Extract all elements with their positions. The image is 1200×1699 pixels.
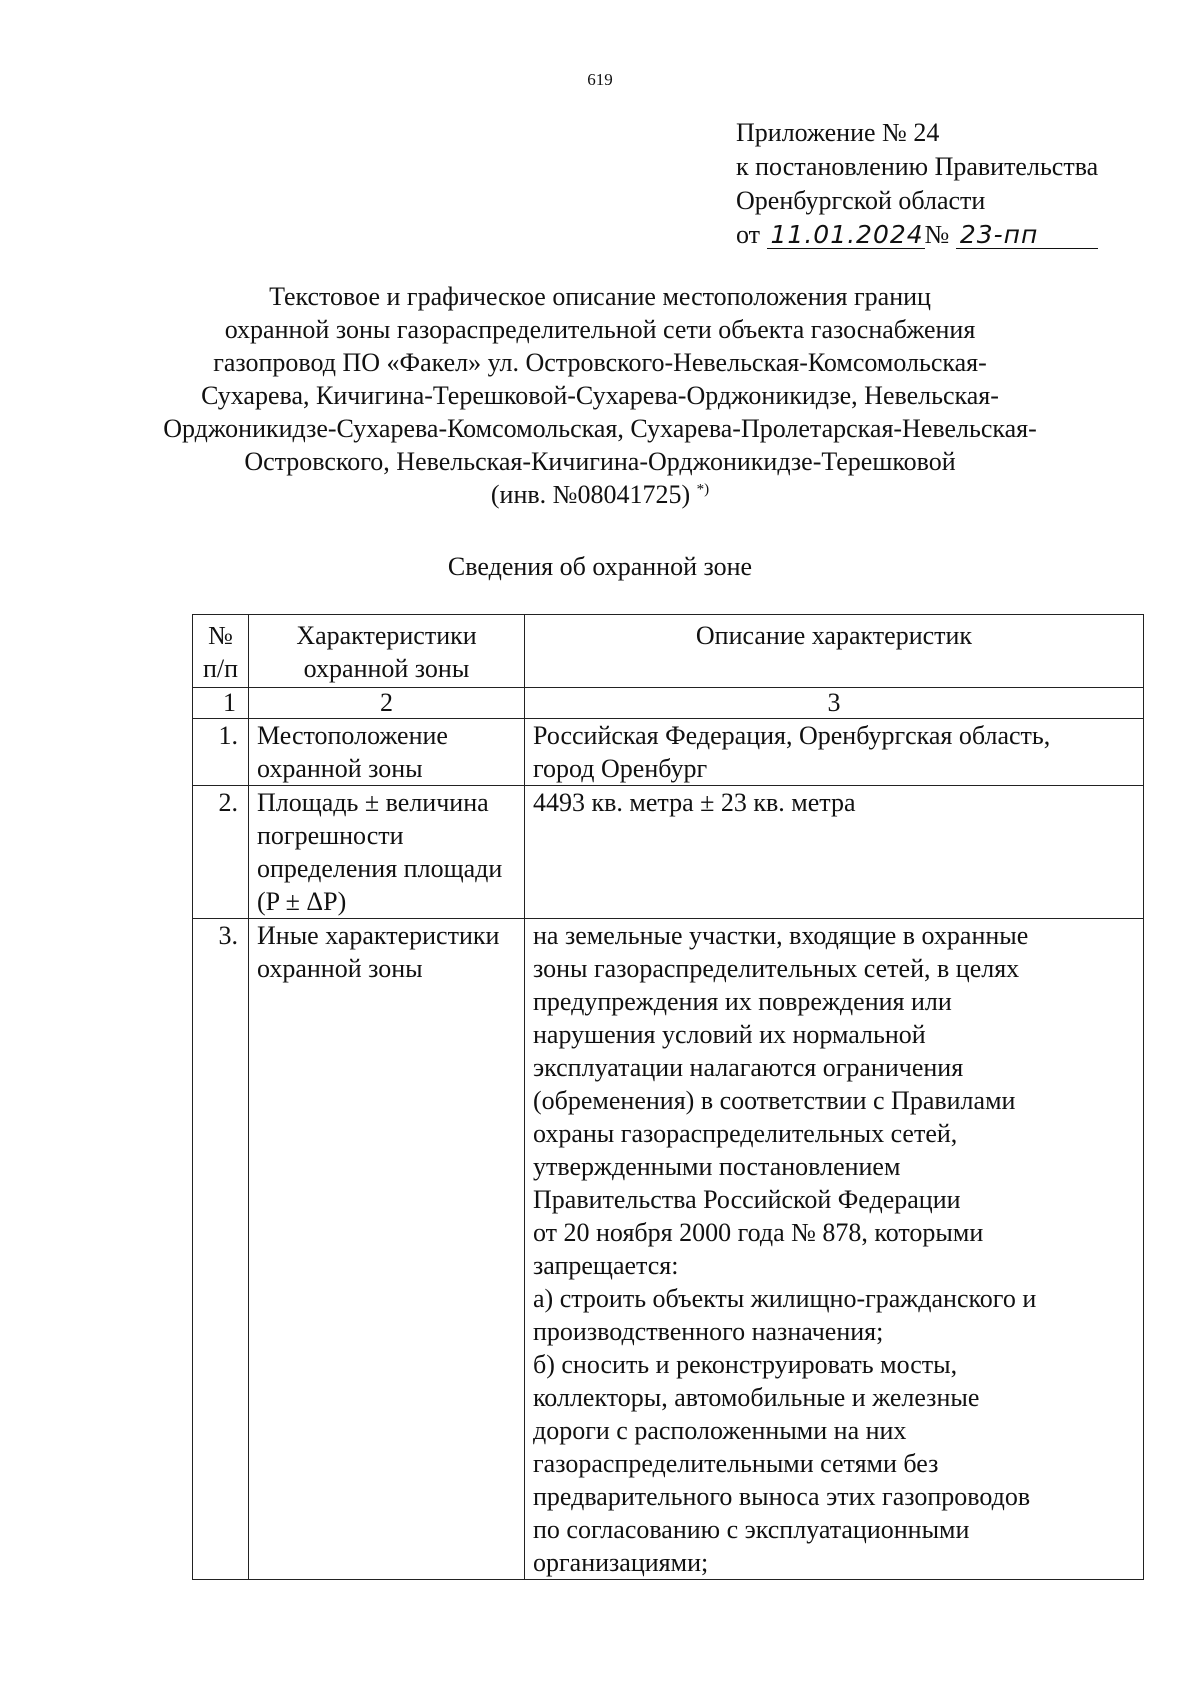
row-characteristic [249,786,525,919]
row-number: 3. [193,919,249,1580]
footnote-mark: *) [696,481,710,498]
inventory-number: (инв. №08041725) [490,480,691,509]
handwritten-number: 23-пп [956,222,1098,249]
description-line: коллекторы, автомобильные и железные [533,1383,980,1412]
description-line: б) сносить и реконструировать мосты, [533,1350,958,1379]
appendix-block [736,116,1098,252]
row-description [525,719,1144,786]
characteristic-line: определения площади [257,854,503,883]
description-line: организациями; [533,1548,709,1577]
description-line: (обременения) в соответствии с Правилами [533,1086,1016,1115]
from-label: от [736,220,761,249]
header-number-line: № [208,621,233,650]
appendix-region: Оренбургской области [736,186,986,215]
table-row [193,786,1144,919]
title-line: охранной зоны газораспределительной сети объекта газоснабжения [224,315,976,344]
title-line-inventory [150,478,1050,511]
description-line: охраны газораспределительных сетей, [533,1119,958,1148]
header-characteristics-line: охранной зоны [303,654,470,683]
description-line: 4493 кв. метра ± 23 кв. метра [533,788,856,817]
row-number: 1. [193,719,249,786]
handwritten-date: 11.01.2024 [767,222,925,249]
characteristic-line: охранной зоны [257,954,423,983]
table-row [193,919,1144,1580]
table-header-row [193,615,1144,688]
row-number: 2. [193,786,249,919]
description-line: зоны газораспределительных сетей, в целях [533,954,1020,983]
appendix-title: Приложение № 24 [736,118,940,147]
header-number-line: п/п [202,654,239,683]
appendix-date-number [736,218,1098,252]
characteristic-line: охранной зоны [257,754,423,783]
title-line: Островского, Невельская-Кичигина-Орджоникидзе-Терешковой [244,447,956,476]
index-cell: 1 [193,688,249,719]
title-line: Текстовое и графическое описание местоположения границ [269,282,931,311]
characteristic-line: Иные характеристики [257,921,500,950]
characteristic-line: Площадь ± величина [257,788,489,817]
description-line: дороги с расположенными на них [533,1416,907,1445]
number-sign: № [924,220,950,249]
header-characteristics-line: Характеристики [296,621,477,650]
description-line: по согласованию с эксплуатационными [533,1515,970,1544]
description-line: производственного назначения; [533,1317,884,1346]
description-line: Российская Федерация, Оренбургская область, [533,721,1051,750]
row-description [525,919,1144,1580]
description-line: Правительства Российской Федерации [533,1185,961,1214]
section-title: Сведения об охранной зоне [447,552,753,581]
description-line: а) строить объекты жилищно-гражданского и [533,1284,1037,1313]
index-cell: 3 [525,688,1144,719]
description-line: нарушения условий их нормальной [533,1020,926,1049]
header-characteristics [249,615,525,688]
description-line: эксплуатации налагаются ограничения [533,1053,964,1082]
row-description [525,786,1144,919]
index-cell: 2 [249,688,525,719]
table-row [193,719,1144,786]
description-line: на земельные участки, входящие в охранные [533,921,1029,950]
description-line: предупреждения их повреждения или [533,987,952,1016]
description-line: запрещается: [533,1251,679,1280]
table-index-row [193,688,1144,719]
title-line: Сухарева, Кичигина-Терешковой-Сухарева-Орджоникидзе, Невельская- [201,381,999,410]
row-characteristic [249,719,525,786]
characteristic-line: (P ± ΔP) [257,887,347,916]
characteristic-line: погрешности [257,821,404,850]
zone-info-table [192,614,1144,1580]
description-line: утвержденными постановлением [533,1152,901,1181]
header-description [525,615,1144,688]
description-line: город Оренбург [533,754,708,783]
title-line: газопровод ПО «Факел» ул. Островского-Невельская-Комсомольская- [213,348,987,377]
characteristic-line: Местоположение [257,721,448,750]
row-characteristic [249,919,525,1580]
title-line: Орджоникидзе-Сухарева-Комсомольская, Сухарева-Пролетарская-Невельская- [163,414,1037,443]
header-description-line: Описание характеристик [695,621,973,650]
appendix-resolution: к постановлению Правительства [736,152,1099,181]
page-number: 619 [587,70,613,89]
description-line: газораспределительными сетями без [533,1449,939,1478]
header-number [193,615,249,688]
description-line: предварительного выноса этих газопроводов [533,1482,1031,1511]
document-title [150,280,1050,511]
description-line: от 20 ноября 2000 года № 878, которыми [533,1218,984,1247]
